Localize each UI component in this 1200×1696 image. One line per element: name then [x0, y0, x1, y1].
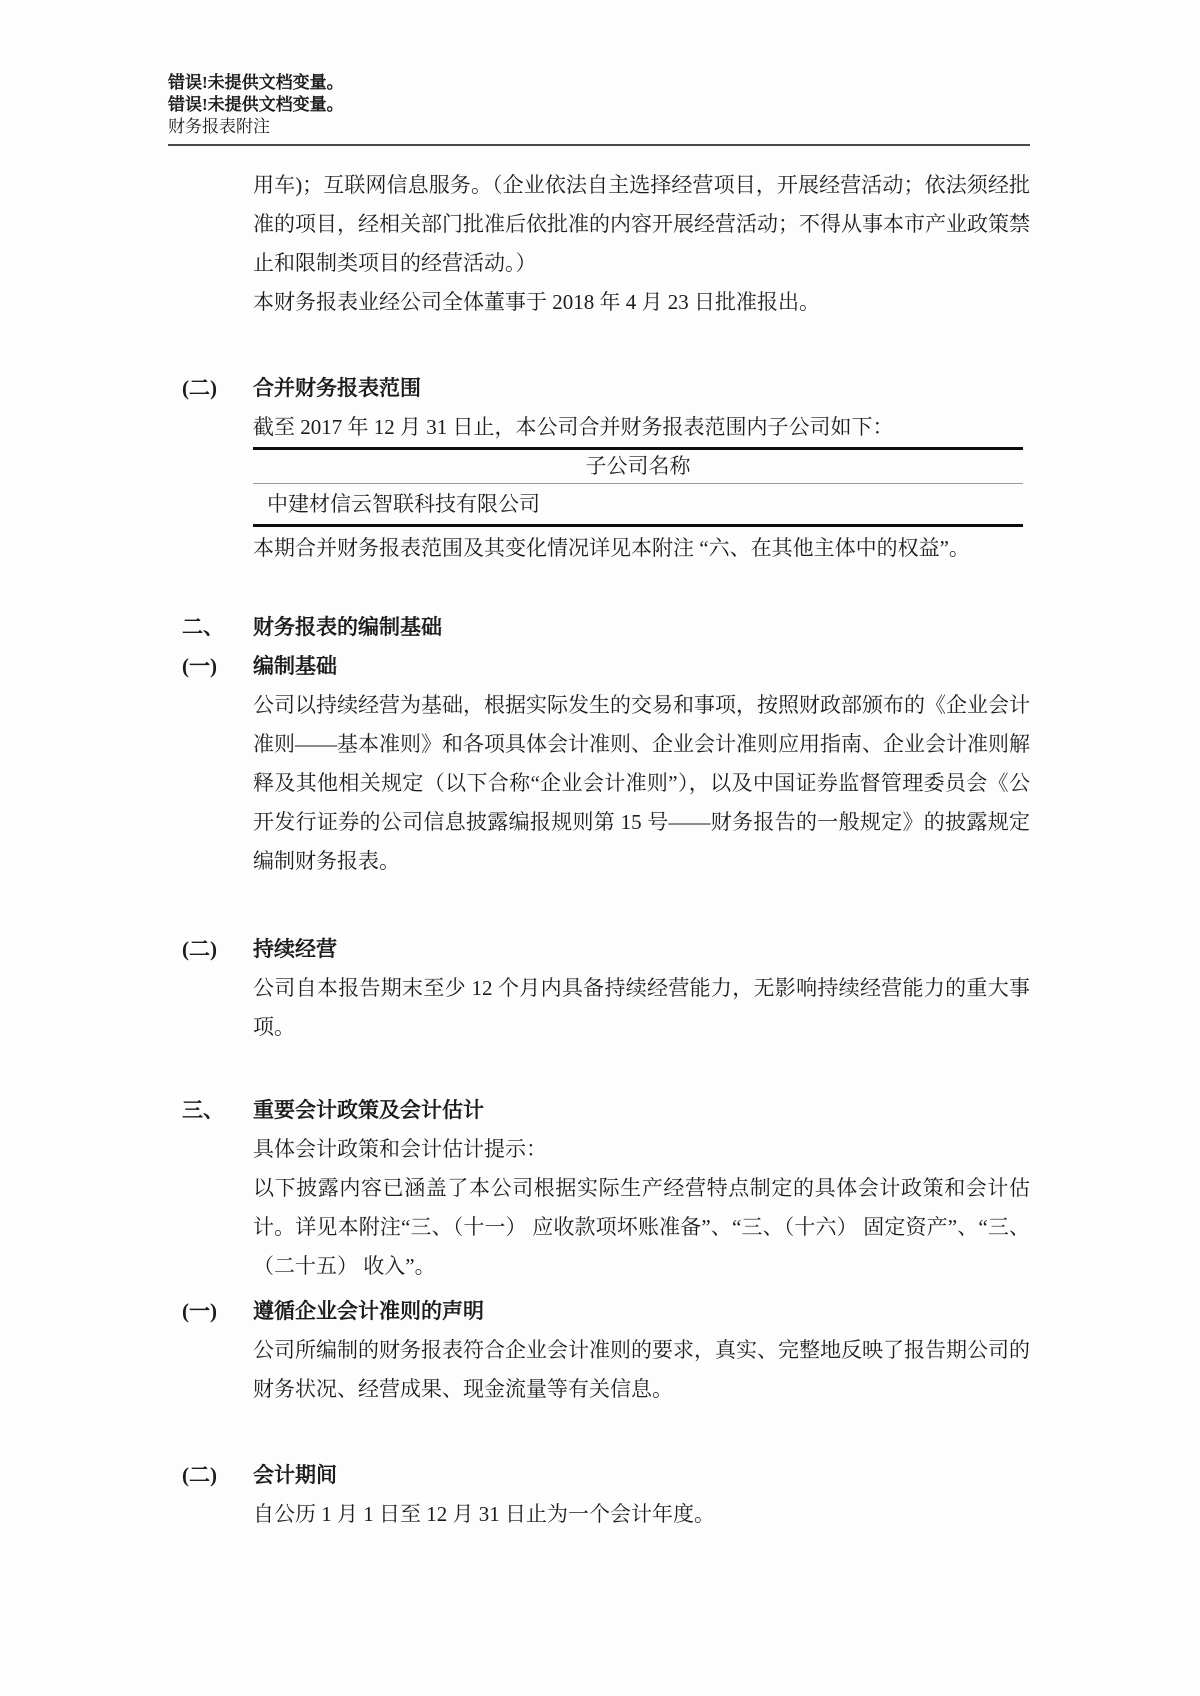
table-header-cell: 子公司名称 — [253, 450, 1023, 484]
consolidation-intro-paragraph: 截至 2017 年 12 月 31 日止，本公司合并财务报表范围内子公司如下： — [253, 415, 894, 439]
heading-label: (二) — [182, 376, 217, 400]
heading-title: 持续经营 — [253, 937, 337, 961]
heading-label: (二) — [182, 1463, 217, 1487]
heading-label: (二) — [182, 937, 217, 961]
heading-preparation-basis — [168, 647, 1030, 686]
table-row: 中建材信云智联科技有限公司 — [267, 492, 540, 516]
policies-intro-paragraph-1: 具体会计政策和会计估计提示： — [253, 1137, 547, 1161]
heading-going-concern — [168, 930, 1030, 969]
heading-compliance-statement — [168, 1292, 1030, 1331]
heading-title: 合并财务报表范围 — [253, 376, 421, 400]
subsidiaries-table — [253, 447, 1023, 527]
heading-title: 遵循企业会计准则的声明 — [253, 1299, 484, 1323]
heading-label: (一) — [182, 654, 217, 678]
heading-accounting-policies-section — [168, 1091, 1030, 1130]
header-error-line-2: 错误!未提供文档变量。 — [168, 95, 344, 114]
heading-title: 财务报表的编制基础 — [253, 615, 442, 639]
heading-title: 会计期间 — [253, 1463, 337, 1487]
policies-intro-paragraph-2: 以下披露内容已涵盖了本公司根据实际生产经营特点制定的具体会计政策和会计估计。详见本附注“三、（十一） 应收款项坏账准备”、“三、（十六） 固定资产”、“三、（二十五） 收入”。 — [253, 1176, 1030, 1278]
heading-label: 三、 — [182, 1098, 224, 1122]
heading-title: 重要会计政策及会计估计 — [253, 1098, 484, 1122]
document-content — [168, 0, 1030, 1534]
going-concern-paragraph: 公司自本报告期末至少 12 个月内具备持续经营能力，无影响持续经营能力的重大事项。 — [253, 976, 1030, 1039]
accounting-period-paragraph: 自公历 1 月 1 日至 12 月 31 日止为一个会计年度。 — [253, 1502, 715, 1526]
consolidation-note-paragraph: 本期合并财务报表范围及其变化情况详见本附注 “六、在其他主体中的权益”。 — [253, 536, 970, 560]
heading-label: 二、 — [182, 615, 224, 639]
heading-consolidation-scope — [168, 369, 1030, 408]
heading-label: (一) — [182, 1299, 217, 1323]
page-header — [168, 72, 1030, 146]
header-subtitle: 财务报表附注 — [168, 117, 270, 136]
compliance-statement-paragraph: 公司所编制的财务报表符合企业会计准则的要求，真实、完整地反映了报告期公司的财务状况、经营成果、现金流量等有关信息。 — [253, 1338, 1030, 1401]
heading-accounting-period — [168, 1456, 1030, 1495]
business-scope-paragraph: 用车)；互联网信息服务。（企业依法自主选择经营项目，开展经营活动；依法须经批准的项目，经相关部门批准后依批准的内容开展经营活动；不得从事本市产业政策禁止和限制类项目的经营活动。） — [253, 173, 1030, 275]
heading-title: 编制基础 — [253, 654, 337, 678]
preparation-basis-paragraph: 公司以持续经营为基础，根据实际发生的交易和事项，按照财政部颁布的《企业会计准则——基本准则》和各项具体会计准则、企业会计准则应用指南、企业会计准则解释及其他相关规定（以下合称“企业会计准则”），以及中国证券监督管理委员会《公开发行证券的公司信息披露编报规则第 15 号——财务报告的一般规定》的披露规定编制财务报表。 — [253, 693, 1030, 873]
header-error-line-1: 错误!未提供文档变量。 — [168, 73, 344, 92]
approval-statement-paragraph: 本财务报表业经公司全体董事于 2018 年 4 月 23 日批准报出。 — [253, 290, 820, 314]
heading-preparation-basis-section — [168, 608, 1030, 647]
